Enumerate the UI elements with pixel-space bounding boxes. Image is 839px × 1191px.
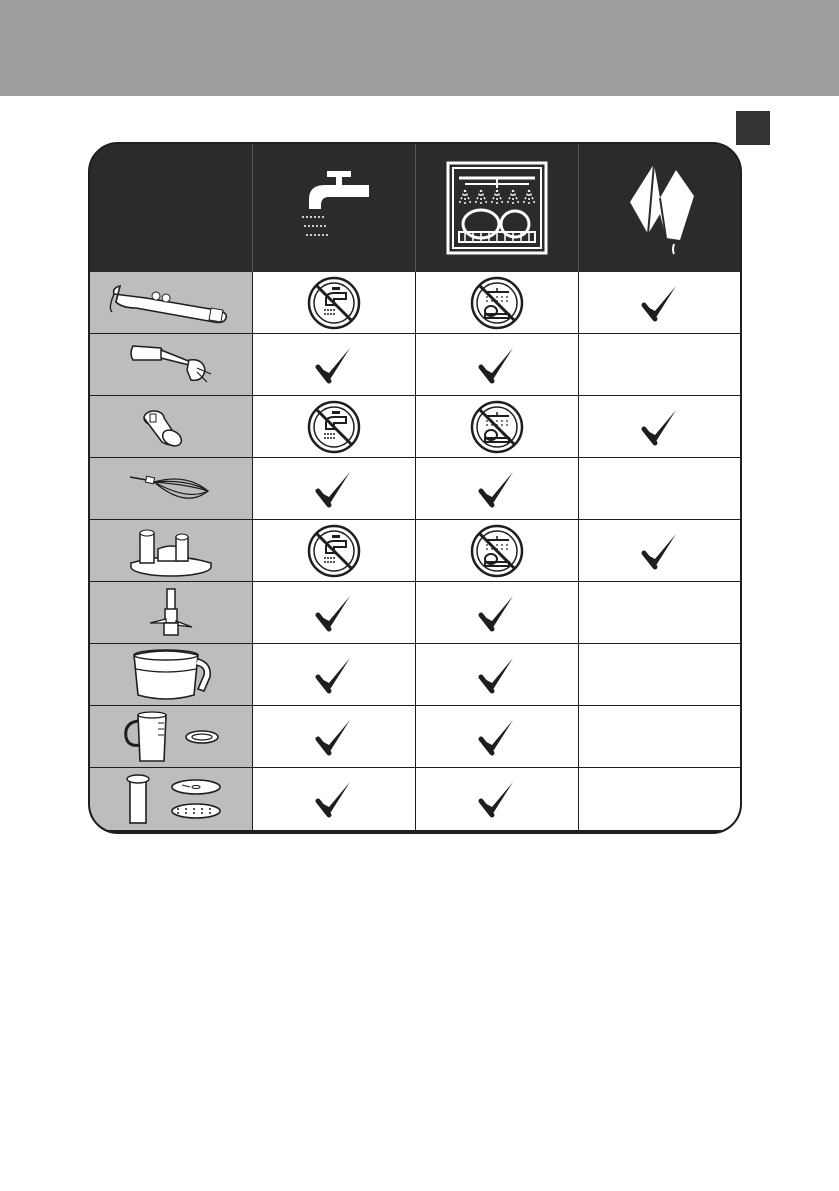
check-icon bbox=[640, 407, 680, 447]
cell-wipe bbox=[579, 644, 740, 706]
check-icon bbox=[477, 469, 517, 509]
section-tab bbox=[736, 111, 770, 145]
part-cell bbox=[90, 334, 253, 396]
cell-wipe bbox=[579, 768, 740, 830]
no-rinse-icon bbox=[306, 523, 362, 579]
header-wipe bbox=[579, 144, 740, 272]
check-icon bbox=[314, 717, 354, 757]
part-cell bbox=[90, 706, 253, 768]
check-icon bbox=[477, 717, 517, 757]
cleaning-table bbox=[88, 142, 742, 834]
cell-wipe bbox=[579, 582, 740, 644]
no-rinse-icon bbox=[306, 399, 362, 455]
no-rinse-icon bbox=[306, 275, 362, 331]
cell-rinse bbox=[253, 582, 416, 644]
cell-dishwasher bbox=[416, 520, 579, 582]
check-icon bbox=[477, 779, 517, 819]
check-icon bbox=[314, 779, 354, 819]
cell-dishwasher bbox=[416, 272, 579, 334]
cell-rinse bbox=[253, 520, 416, 582]
faucet-icon bbox=[289, 163, 379, 253]
motor-unit-icon bbox=[106, 278, 236, 328]
cell-dishwasher bbox=[416, 644, 579, 706]
check-icon bbox=[314, 655, 354, 695]
cell-rinse bbox=[253, 706, 416, 768]
part-cell bbox=[90, 768, 253, 830]
cell-rinse bbox=[253, 334, 416, 396]
cell-wipe bbox=[579, 334, 740, 396]
check-icon bbox=[477, 655, 517, 695]
cell-dishwasher bbox=[416, 458, 579, 520]
no-dishwasher-icon bbox=[469, 275, 525, 331]
whisk-icon bbox=[126, 469, 216, 509]
cell-rinse bbox=[253, 458, 416, 520]
cell-rinse bbox=[253, 396, 416, 458]
blender-bar-icon bbox=[121, 340, 221, 390]
header-rinse bbox=[253, 144, 416, 272]
cell-dishwasher bbox=[416, 396, 579, 458]
check-icon bbox=[314, 593, 354, 633]
whisk-coupling-icon bbox=[136, 402, 206, 452]
cell-dishwasher bbox=[416, 706, 579, 768]
cell-wipe bbox=[579, 272, 740, 334]
chopper-lid-icon bbox=[126, 521, 216, 581]
check-icon bbox=[314, 469, 354, 509]
cell-rinse bbox=[253, 272, 416, 334]
part-cell bbox=[90, 644, 253, 706]
check-icon bbox=[477, 345, 517, 385]
check-icon bbox=[314, 345, 354, 385]
cell-dishwasher bbox=[416, 582, 579, 644]
check-icon bbox=[640, 283, 680, 323]
part-cell bbox=[90, 458, 253, 520]
cloth-icon bbox=[620, 158, 700, 258]
header-dishwasher bbox=[416, 144, 579, 272]
part-cell bbox=[90, 396, 253, 458]
cell-dishwasher bbox=[416, 334, 579, 396]
beaker-lid-icon bbox=[116, 707, 226, 767]
cell-wipe bbox=[579, 396, 740, 458]
cell-rinse bbox=[253, 644, 416, 706]
top-band bbox=[0, 0, 839, 96]
cell-dishwasher bbox=[416, 768, 579, 830]
cell-wipe bbox=[579, 458, 740, 520]
cell-rinse bbox=[253, 768, 416, 830]
chopper-bowl-icon bbox=[126, 645, 216, 705]
header-corner bbox=[90, 144, 253, 272]
cell-wipe bbox=[579, 520, 740, 582]
check-icon bbox=[477, 593, 517, 633]
no-dishwasher-icon bbox=[469, 523, 525, 579]
chopper-blade-icon bbox=[146, 583, 196, 643]
pusher-discs-icon bbox=[116, 769, 226, 829]
part-cell bbox=[90, 272, 253, 334]
dishwasher-icon bbox=[445, 160, 549, 256]
part-cell bbox=[90, 582, 253, 644]
no-dishwasher-icon bbox=[469, 399, 525, 455]
check-icon bbox=[640, 531, 680, 571]
part-cell bbox=[90, 520, 253, 582]
cell-wipe bbox=[579, 706, 740, 768]
